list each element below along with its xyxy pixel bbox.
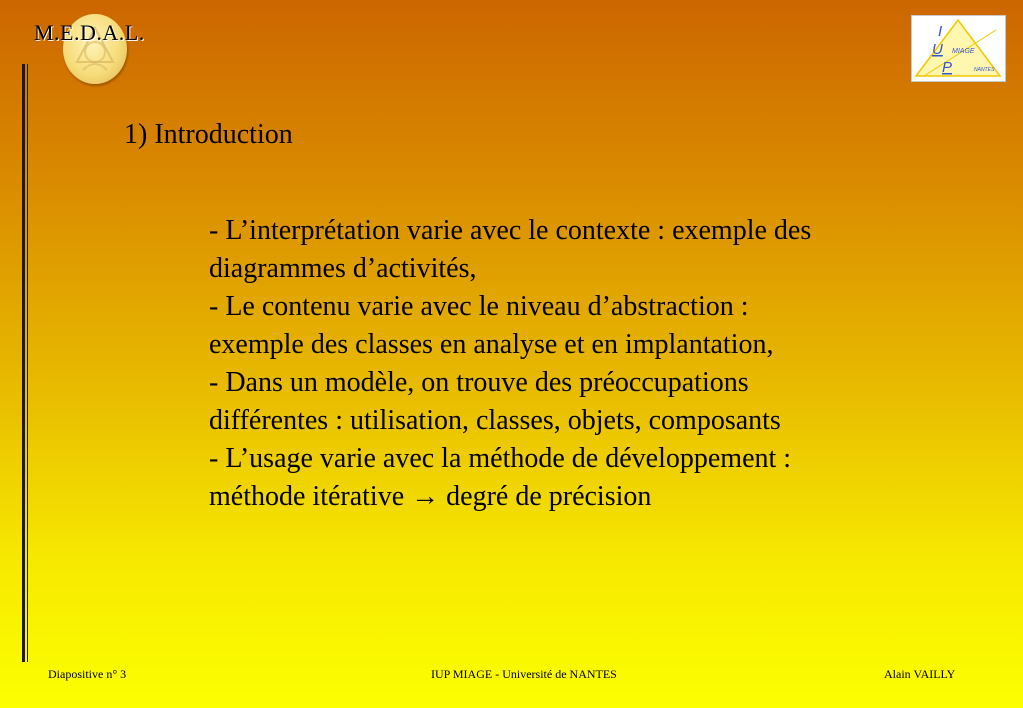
iup-miage-logo (911, 15, 1006, 82)
section-title: 1) Introduction (124, 119, 293, 150)
body-line: méthode itérative → degré de précision (209, 481, 652, 512)
svg-text:P: P (942, 59, 953, 76)
svg-text:U: U (932, 41, 943, 58)
body-line: différentes : utilisation, classes, objets, composants (209, 405, 781, 436)
left-vertical-bar (22, 64, 28, 662)
footer-author: Alain VAILLY (884, 667, 956, 681)
footer-institution: IUP MIAGE - Université de NANTES (431, 667, 617, 681)
svg-text:MIAGE: MIAGE (952, 48, 975, 55)
slide-number: Diapositive n° 3 (48, 667, 127, 681)
presentation-title: M.E.D.A.L. (34, 20, 145, 45)
body-line: - Dans un modèle, on trouve des préoccupations (209, 367, 749, 398)
body-line: diagrammes d’activités, (209, 253, 477, 284)
svg-text:I: I (938, 23, 943, 40)
body-line: - L’usage varie avec la méthode de développement : (209, 443, 792, 474)
body-line: - L’interprétation varie avec le contexte : exemple des (209, 215, 812, 246)
body-line: exemple des classes en analyse et en implantation, (209, 329, 774, 360)
svg-text:NANTES: NANTES (974, 67, 995, 73)
slide-body (209, 212, 909, 516)
body-line: - Le contenu varie avec le niveau d’abstraction : (209, 291, 749, 322)
